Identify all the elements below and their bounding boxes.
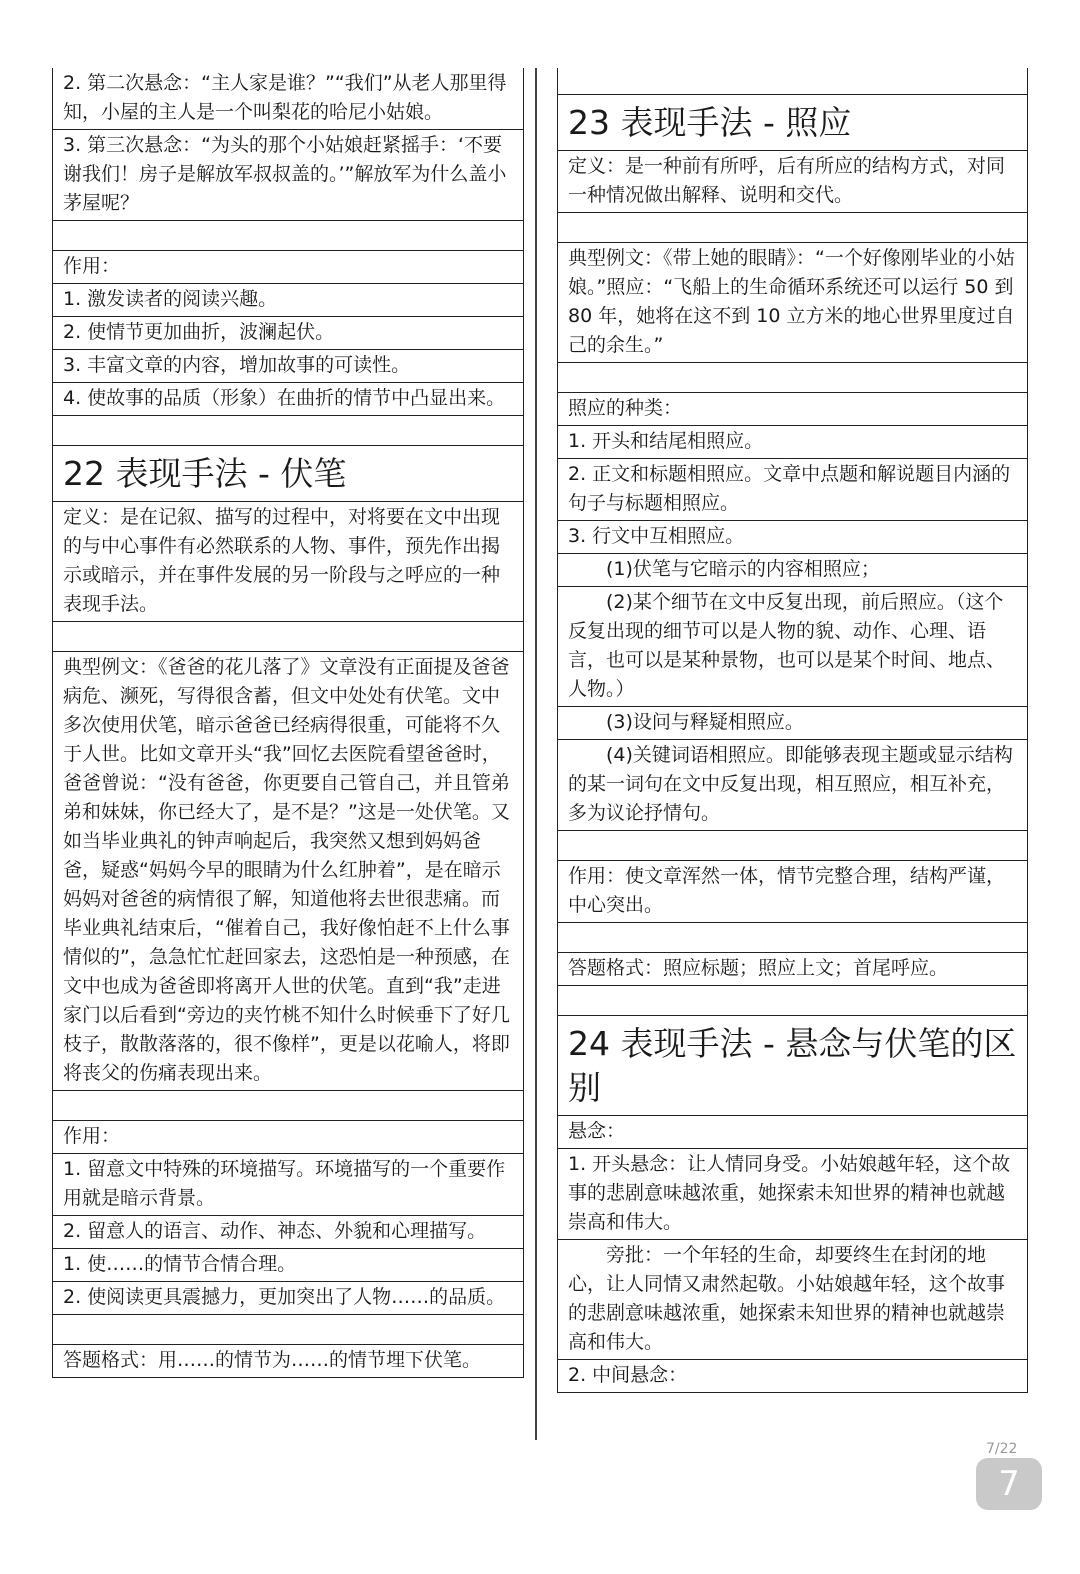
blank-row bbox=[558, 986, 1027, 1016]
section-heading: 24 表现手法 - 悬念与伏笔的区别 bbox=[558, 1016, 1027, 1116]
page-counter: 7/22 bbox=[986, 1441, 1018, 1457]
blank-row bbox=[558, 363, 1027, 393]
table-row: 定义：是在记叙、描写的过程中，对将要在文中出现的与中心事件有必然联系的人物、事件，预先作出揭示或暗示，并在事件发展的另一阶段与之呼应的一种表现手法。 bbox=[53, 502, 523, 622]
table-row: 2. 第二次悬念：“主人家是谁？”“我们”从老人那里得知，小屋的主人是一个叫梨花的哈尼小姑娘。 bbox=[53, 68, 523, 130]
table-row: 1. 开头悬念：让人情同身受。小姑娘越年轻，这个故事的悲剧意味越浓重，她探索未知世界的精神也就越崇高和伟大。 bbox=[558, 1149, 1027, 1240]
table-row: 1. 开头和结尾相照应。 bbox=[558, 426, 1027, 459]
blank-row bbox=[558, 923, 1027, 953]
table-row: (2)某个细节在文中反复出现，前后照应。（这个反复出现的细节可以是人物的貌、动作、心理、语言，也可以是某种景物，也可以是某个时间、地点、人物。） bbox=[558, 587, 1027, 707]
table-row: 作用： bbox=[53, 1121, 523, 1154]
table-row: 3. 行文中互相照应。 bbox=[558, 521, 1027, 554]
table-row: 3. 第三次悬念：“为头的那个小姑娘赶紧摇手：‘不要谢我们！房子是解放军叔叔盖的。’”解放军为什么盖小茅屋呢？ bbox=[53, 130, 523, 221]
table-row: 1. 使……的情节合情合理。 bbox=[53, 1249, 523, 1282]
left-column bbox=[52, 68, 524, 1378]
section-heading: 22 表现手法 - 伏笔 bbox=[53, 446, 523, 502]
blank-row bbox=[558, 213, 1027, 243]
blank-row bbox=[558, 68, 1027, 95]
table-row: (1)伏笔与它暗示的内容相照应； bbox=[558, 554, 1027, 587]
table-row: 旁批：一个年轻的生命，却要终生在封闭的地心，让人同情又肃然起敬。小姑娘越年轻，这个故事的悲剧意味越浓重，她探索未知世界的精神也就越崇高和伟大。 bbox=[558, 1240, 1027, 1360]
blank-row bbox=[53, 622, 523, 652]
table-row: 定义：是一种前有所呼，后有所应的结构方式，对同一种情况做出解释、说明和交代。 bbox=[558, 151, 1027, 213]
table-row: 3. 丰富文章的内容，增加故事的可读性。 bbox=[53, 350, 523, 383]
table-row: 2. 正文和标题相照应。文章中点题和解说题目内涵的句子与标题相照应。 bbox=[558, 459, 1027, 521]
blank-row bbox=[53, 1091, 523, 1121]
blank-row bbox=[53, 221, 523, 251]
table-row: 典型例文：《带上她的眼睛》：“一个好像刚毕业的小姑娘。”照应：“飞船上的生命循环系统还可以运行 50 到 80 年，她将在这不到 10 立方米的地心世界里度过自己的余生。” bbox=[558, 243, 1027, 363]
table-row: (3)设问与释疑相照应。 bbox=[558, 707, 1027, 740]
table-row: 作用： bbox=[53, 251, 523, 284]
blank-row bbox=[53, 416, 523, 446]
table-row: 2. 使阅读更具震撼力，更加突出了人物……的品质。 bbox=[53, 1282, 523, 1315]
table-row: 悬念： bbox=[558, 1116, 1027, 1149]
page-badge[interactable]: 7 bbox=[976, 1458, 1042, 1510]
table-row: 4. 使故事的品质（形象）在曲折的情节中凸显出来。 bbox=[53, 383, 523, 416]
table-row: 典型例文：《爸爸的花儿落了》文章没有正面提及爸爸病危、濒死，写得很含蓄，但文中处处有伏笔。文中多次使用伏笔，暗示爸爸已经病得很重，可能将不久于人世。比如文章开头“我”回忆去医院看望爸爸时，爸爸曾说：“没有爸爸，你更要自己管自己，并且管弟弟和妹妹，你已经大了，是不是？”这是一处伏笔。又如当毕业典礼的钟声响起后，我突然又想到妈妈爸爸，疑惑“妈妈今早的眼睛为什么红肿着”，是在暗示妈妈对爸爸的病情很了解，知道他将去世很悲痛。而毕业典礼结束后，“催着自己，我好像怕赶不上什么事情似的”，急急忙忙赶回家去，这恐怕是一种预感，在文中也成为爸爸即将离开人世的伏笔。直到“我”走进家门以后看到“旁边的夹竹桃不知什么时候垂下了好几枝子，散散落落的，很不像样”，更是以花喻人，将即将丧父的伤痛表现出来。 bbox=[53, 652, 523, 1091]
table-row: 2. 使情节更加曲折，波澜起伏。 bbox=[53, 317, 523, 350]
right-column bbox=[557, 68, 1028, 1393]
blank-row bbox=[53, 1315, 523, 1345]
table-row: 2. 中间悬念： bbox=[558, 1360, 1027, 1393]
table-row: (4)关键词语相照应。即能够表现主题或显示结构的某一词句在文中反复出现，相互照应，相互补充，多为议论抒情句。 bbox=[558, 740, 1027, 831]
column-divider bbox=[535, 68, 537, 1440]
blank-row bbox=[558, 831, 1027, 861]
table-row: 2. 留意人的语言、动作、神态、外貌和心理描写。 bbox=[53, 1216, 523, 1249]
table-row: 答题格式：照应标题；照应上文；首尾呼应。 bbox=[558, 953, 1027, 986]
table-row: 答题格式：用……的情节为……的情节埋下伏笔。 bbox=[53, 1345, 523, 1378]
section-heading: 23 表现手法 - 照应 bbox=[558, 95, 1027, 151]
table-row: 1. 激发读者的阅读兴趣。 bbox=[53, 284, 523, 317]
table-row: 照应的种类： bbox=[558, 393, 1027, 426]
table-row: 1. 留意文中特殊的环境描写。环境描写的一个重要作用就是暗示背景。 bbox=[53, 1154, 523, 1216]
table-row: 作用：使文章浑然一体，情节完整合理，结构严谨，中心突出。 bbox=[558, 861, 1027, 923]
